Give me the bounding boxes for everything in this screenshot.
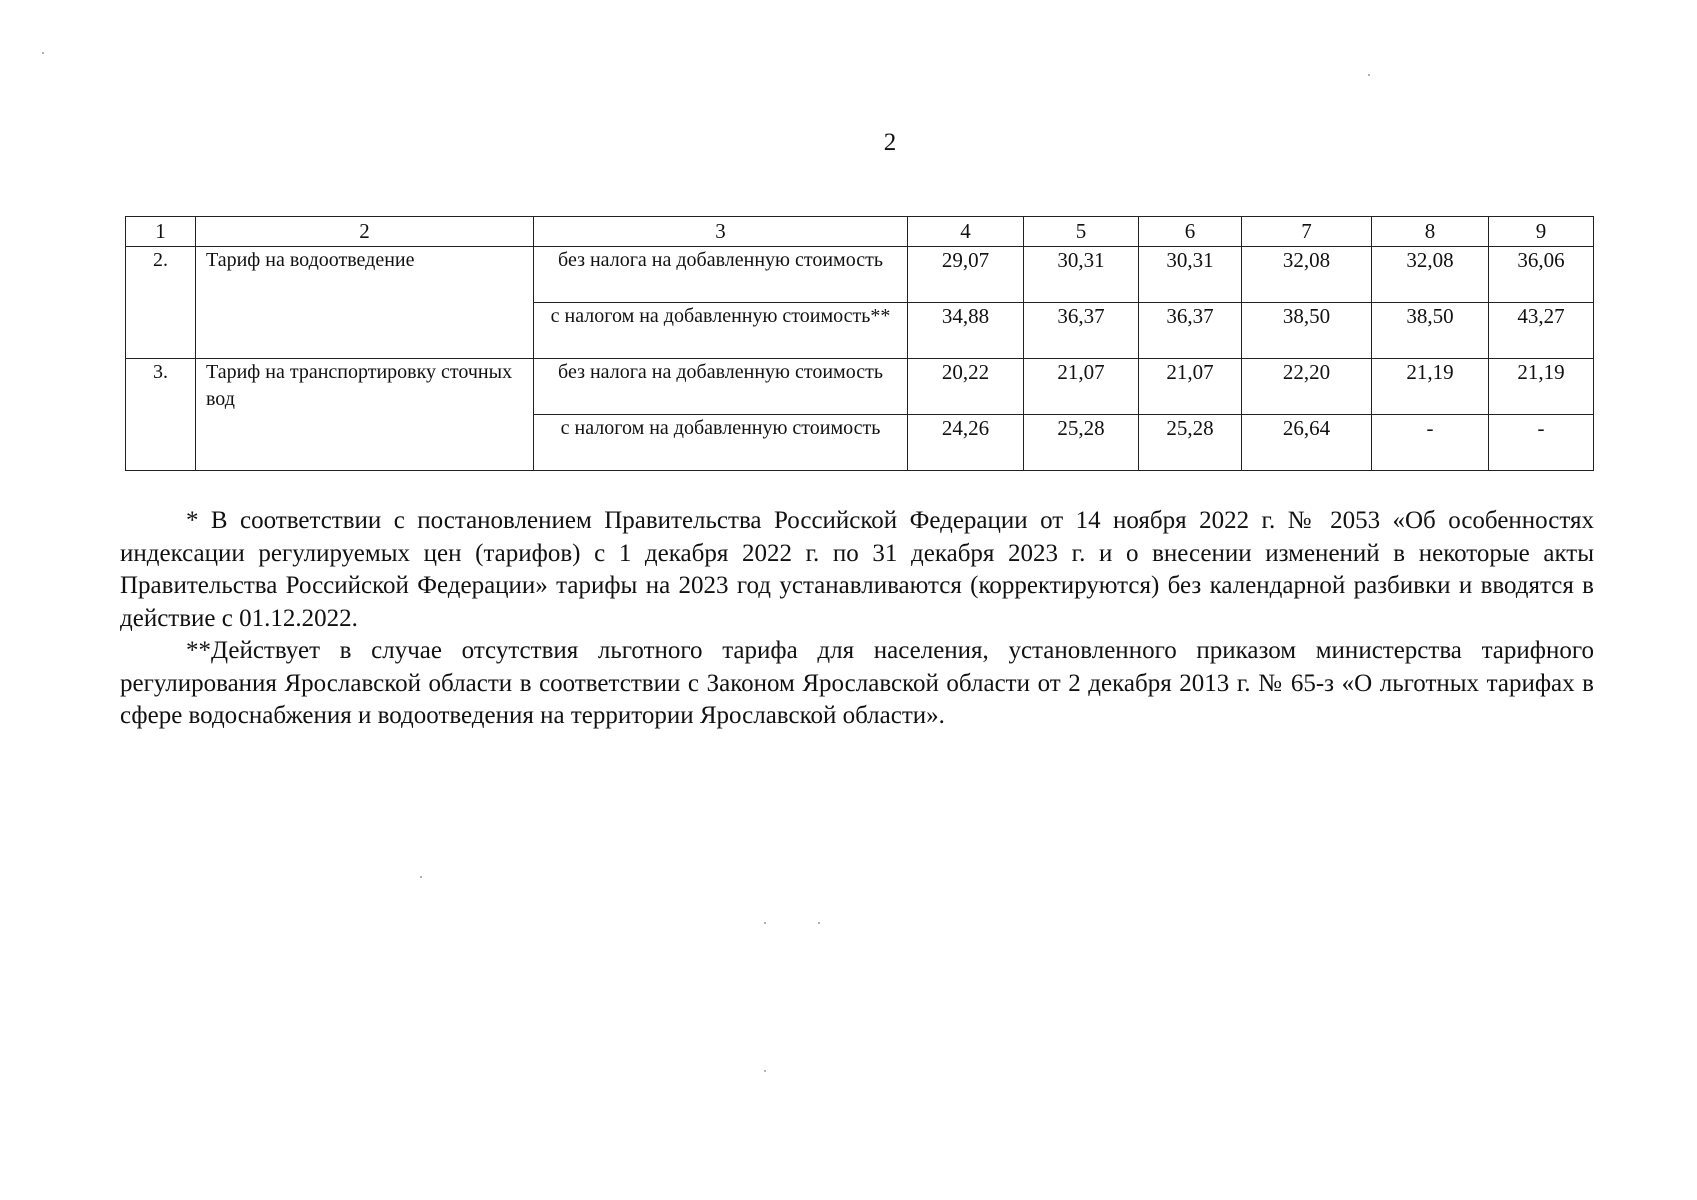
tariff-value: 21,19 [1489, 359, 1594, 415]
row-number: 3. [126, 359, 196, 471]
tariff-value: 24,26 [908, 415, 1024, 471]
tariff-value: 38,50 [1372, 303, 1489, 359]
tariff-type: без налога на добавленную стоимость [534, 247, 908, 303]
tariff-value: - [1489, 415, 1594, 471]
page-number: 2 [883, 129, 897, 156]
tariff-value: 30,31 [1139, 247, 1242, 303]
row-number: 2. [126, 247, 196, 359]
footnote-vat-indexation: * В соответствии с постановлением Правительства Российской Федерации от 14 ноября 2022 г. № 2053 «Об особенностях индексации регулируемых цен (тарифов) с 1 декабря 2022 г. по 31 декабря 2023 г. и о внесении изменений в некоторые акты Правительства Российской Федерации» тарифы на 2023 год устанавливаются (корректируются) без календарной разбивки и вводятся в действие с 01.12.2022. [120, 507, 1594, 632]
table-header-row [126, 217, 1594, 247]
header-cell: 3 [534, 217, 908, 247]
tariff-value: 32,08 [1242, 247, 1372, 303]
tariff-value: 36,37 [1139, 303, 1242, 359]
header-cell: 5 [1024, 217, 1139, 247]
tariff-value: 21,19 [1372, 359, 1489, 415]
footnote-preferential-tariff: **Действует в случае отсутствия льготного тарифа для населения, установленного приказом министерства тарифного регулирования Ярославской области в соответствии с Законом Ярославской области от 2 декабря 2013 г. № 65-з «О льготных тарифах в сфере водоснабжения и водоотведения на территории Ярославской области». [120, 637, 1594, 729]
tariff-name: Тариф на водоотведение [196, 247, 534, 359]
tariff-value: 34,88 [908, 303, 1024, 359]
tariff-value: 36,06 [1489, 247, 1594, 303]
scan-speck [764, 1070, 766, 1072]
tariff-value: 22,20 [1242, 359, 1372, 415]
tariff-value: 25,28 [1139, 415, 1242, 471]
tariff-value: 20,22 [908, 359, 1024, 415]
tariff-value: 21,07 [1024, 359, 1139, 415]
header-cell: 7 [1242, 217, 1372, 247]
tariff-value: 25,28 [1024, 415, 1139, 471]
table-row [126, 359, 1594, 415]
tariff-value: 26,64 [1242, 415, 1372, 471]
tariff-type: с налогом на добавленную стоимость [534, 415, 908, 471]
tariff-value: 43,27 [1489, 303, 1594, 359]
tariff-value: 32,08 [1372, 247, 1489, 303]
header-cell: 4 [908, 217, 1024, 247]
scan-speck [42, 52, 44, 54]
header-cell: 8 [1372, 217, 1489, 247]
tariff-type: с налогом на добавленную стоимость** [534, 303, 908, 359]
tariff-table [125, 216, 1594, 471]
tariff-name: Тариф на транспортировку сточных вод [196, 359, 534, 471]
scan-speck [1368, 74, 1370, 76]
tariff-value: 21,07 [1139, 359, 1242, 415]
header-cell: 1 [126, 217, 196, 247]
header-cell: 2 [196, 217, 534, 247]
tariff-value: 29,07 [908, 247, 1024, 303]
scan-speck [818, 922, 820, 924]
tariff-value: 36,37 [1024, 303, 1139, 359]
scan-speck [420, 876, 422, 878]
tariff-value: 30,31 [1024, 247, 1139, 303]
table-row [126, 247, 1594, 303]
tariff-value: - [1372, 415, 1489, 471]
tariff-type: без налога на добавленную стоимость [534, 359, 908, 415]
scan-speck [764, 922, 766, 924]
header-cell: 9 [1489, 217, 1594, 247]
header-cell: 6 [1139, 217, 1242, 247]
footnotes [120, 505, 1594, 733]
tariff-value: 38,50 [1242, 303, 1372, 359]
